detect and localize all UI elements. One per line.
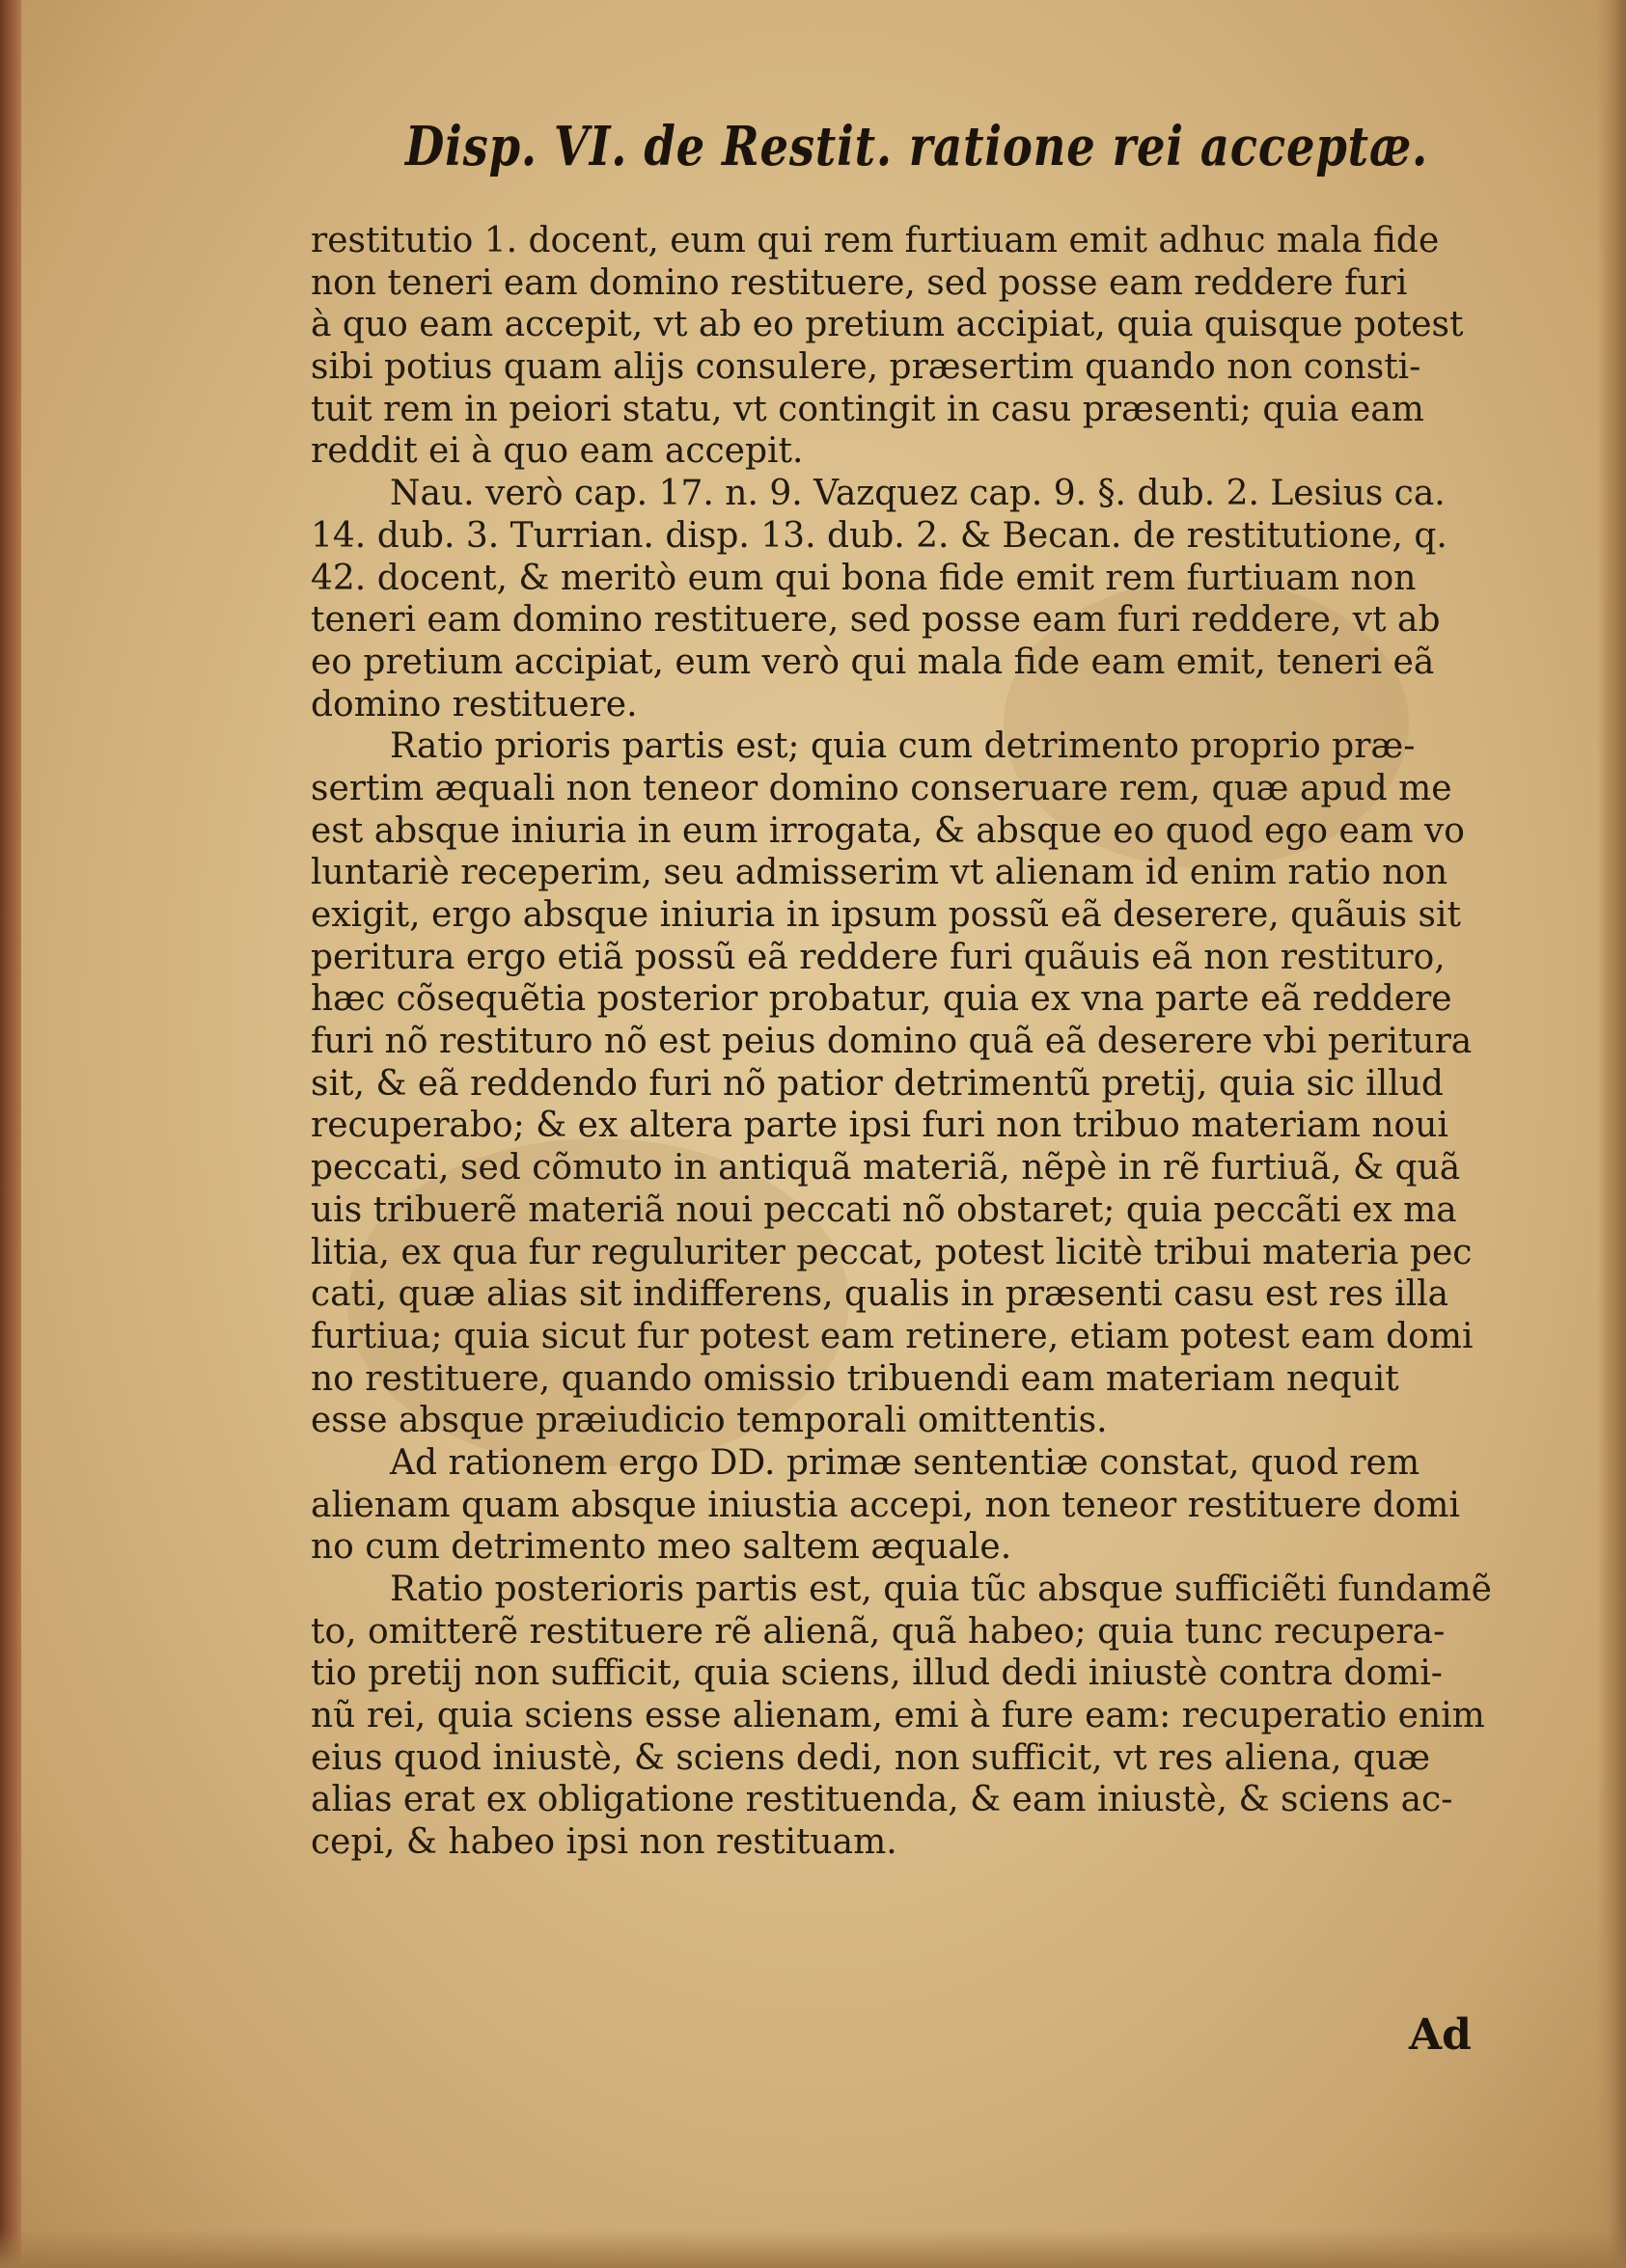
text-line: restitutio 1. docent, eum qui rem furtiuam emit adhuc mala fide: [311, 221, 1440, 260]
text-line: à quo eam accepit, vt ab eo pretium accipiat, quia quisque potest: [311, 305, 1464, 345]
text-line: 42. docent, & meritò eum qui bona fide emit rem furtiuam non: [311, 558, 1417, 598]
text-line: luntariè receperim, seu admisserim vt alienam id enim ratio non: [311, 853, 1448, 893]
text-line: hæc cõsequẽtia posterior probatur, quia ex vna parte eã reddere: [311, 979, 1452, 1020]
text-line: esse absque præiudicio temporali omittentis.: [311, 1401, 1108, 1441]
text-line: to, omitterẽ restituere rẽ alienã, quã habeo; quia tunc recupera-: [311, 1611, 1446, 1652]
text-line: Ad rationem ergo DD. primæ sententiæ constat, quod rem: [390, 1442, 1420, 1483]
text-line: alias erat ex obligatione restituenda, & eam iniustè, & sciens ac-: [311, 1780, 1453, 1820]
text-line: peccati, sed cõmuto in antiquã materiã, nẽpè in rẽ furtiuã, & quã: [311, 1148, 1461, 1189]
paragraph-2: [311, 473, 1498, 725]
text-line: tio pretij non sufficit, quia sciens, illud dedi iniustè contra domi-: [311, 1653, 1443, 1694]
text-line: no cum detrimento meo saltem æquale.: [311, 1527, 1012, 1568]
text-line: cepi, & habeo ipsi non restituam.: [311, 1822, 897, 1863]
text-line: teneri eam domino restituere, sed posse eam furi reddere, vt ab: [311, 600, 1441, 641]
paragraph-5: [311, 1569, 1498, 1864]
page-edge-shadow: [1597, 0, 1626, 2268]
text-line: furi nõ restituro nõ est peius domino quã eã deserere vbi peritura: [311, 1022, 1473, 1062]
text-line: litia, ex qua fur reguluriter peccat, potest licitè tribui materia pec: [311, 1232, 1473, 1272]
running-header: Disp. VI. de Restit. ratione rei acceptæ.: [405, 115, 1429, 178]
text-line: 14. dub. 3. Turrian. disp. 13. dub. 2. & Becan. de restitutione, q.: [311, 515, 1447, 556]
text-line: non teneri eam domino restituere, sed posse eam reddere furi: [311, 262, 1408, 303]
text-line: est absque iniuria in eum irrogata, & absque eo quod ego eam vo: [311, 810, 1465, 851]
page-bottom-shadow: [0, 2229, 1626, 2268]
catchword: Ad: [1409, 2010, 1472, 2060]
text-line: no restituere, quando omissio tribuendi eam materiam nequit: [311, 1358, 1399, 1399]
text-line: Ratio prioris partis est; quia cum detrimento proprio præ-: [390, 726, 1416, 767]
text-line: nũ rei, quia sciens esse alienam, emi à fure eam: recuperatio enim: [311, 1696, 1485, 1736]
paragraph-4: [311, 1442, 1498, 1569]
text-line: recuperabo; & ex altera parte ipsi furi non tribuo materiam noui: [311, 1106, 1448, 1146]
text-line: sertim æquali non teneor domino conseruare rem, quæ apud me: [311, 768, 1452, 808]
text-line: sit, & eã reddendo furi nõ patior detrimentũ pretij, quia sic illud: [311, 1063, 1444, 1104]
text-line: Ratio posterioris partis est, quia tũc absque sufficiẽti fundamẽ: [390, 1570, 1492, 1609]
text-line: reddit ei à quo eam accepit.: [311, 431, 804, 472]
text-line: cati, quæ alias sit indifferens, qualis in præsenti casu est res illa: [311, 1274, 1449, 1315]
text-line: eius quod iniustè, & sciens dedi, non sufficit, vt res aliena, quæ: [311, 1737, 1431, 1778]
body-text: [311, 220, 1498, 1864]
text-line: sibi potius quam alijs consulere, præsertim quando non consti-: [311, 347, 1421, 388]
text-line: peritura ergo etiã possũ eã reddere furi quãuis eã non restituro,: [311, 937, 1446, 977]
text-line: uis tribuerẽ materiã noui peccati nõ obstaret; quia peccãti ex ma: [311, 1189, 1457, 1230]
text-line: eo pretium accipiat, eum verò qui mala fide eam emit, teneri eã: [311, 642, 1435, 682]
book-spine-edge: [0, 0, 21, 2268]
text-line: domino restituere.: [311, 684, 638, 724]
text-line: furtiua; quia sicut fur potest eam retinere, etiam potest eam domi: [311, 1316, 1474, 1356]
text-line: alienam quam absque iniustia accepi, non teneor restituere domi: [311, 1485, 1460, 1525]
paragraph-3: [311, 725, 1498, 1442]
text-line: exigit, ergo absque iniuria in ipsum possũ eã deserere, quãuis sit: [311, 895, 1461, 935]
paragraph-1: [311, 220, 1498, 473]
text-line: tuit rem in peiori statu, vt contingit in casu præsenti; quia eam: [311, 389, 1424, 429]
text-line: Nau. verò cap. 17. n. 9. Vazquez cap. 9. §. dub. 2. Lesius ca.: [390, 474, 1446, 514]
